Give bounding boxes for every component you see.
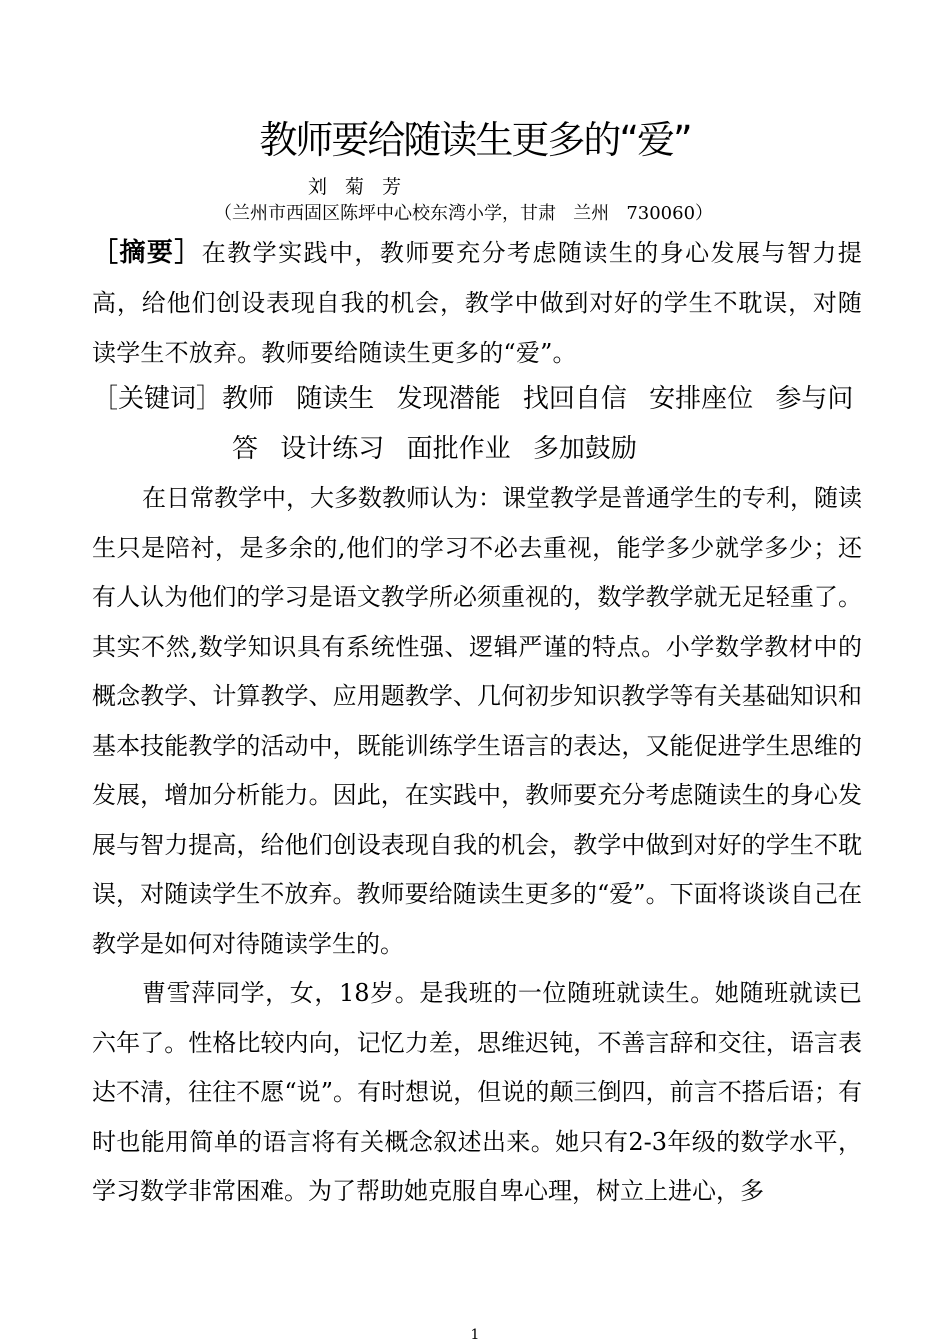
keyword: 面批作业 <box>406 434 511 464</box>
keyword: 随读生 <box>296 384 375 414</box>
keyword: 答 <box>232 434 259 464</box>
keyword: 多加鼓励 <box>532 434 637 464</box>
document-title: 教师要给随读生更多的“爱” <box>259 118 691 162</box>
keywords-section <box>92 374 872 474</box>
paragraph: 曹雪萍同学，女，18岁。是我班的一位随班就读生。她随班就读已六年了。性格比较内向，记忆力差，思维迟钝，不善言辞和交往，语言表达不清，往往不愿“说”。有时想说，但说的颠三倒四，前言不搭后语；有时也能用简单的语言将有关概念叙述出来。她只有2-3年级的数学水平，学习数学非常困难。为了帮助她克服自卑心理，树立上进心，多 <box>92 979 862 1205</box>
paragraph: 在日常教学中，大多数教师认为：课堂教学是普通学生的专利，随读生只是陪衬，是多余的,他们的学习不必去重视，能学多少就学多少；还有人认为他们的学习是语文教学所必须重视的，数学教学就无足轻重了。其实不然,数学知识具有系统性强、逻辑严谨的特点。小学数学教材中的概念教学、计算教学、应用题教学、几何初步知识教学等有关基础知识和基本技能教学的活动中，既能训练学生语言的表达，又能促进学生思维的发展，增加分析能力。因此，在实践中，教师要充分考虑随读生的身心发展与智力提高，给他们创设表现自我的机会，教学中做到对好的学生不耽误，对随读学生不放弃。教师要给随读生更多的“爱”。下面将谈谈自己在教学是如何对待随读学生的。 <box>92 484 862 958</box>
abstract-section <box>92 228 862 378</box>
author-name: 刘 菊 芳 <box>308 176 408 198</box>
keywords-label: ［关键词］ <box>92 384 223 414</box>
abstract-label: ［摘要］ <box>92 238 202 268</box>
keywords-row-2 <box>92 424 872 474</box>
keyword: 教师 <box>222 384 275 414</box>
abstract-text: 在教学实践中，教师要充分考虑随读生的身心发展与智力提高，给他们创设表现自我的机会，教学中做到对好的学生不耽误，对随读学生不放弃。教师要给随读生更多的“爱”。 <box>92 239 862 367</box>
author-affiliation: （兰州市西固区陈坪中心校东湾小学，甘肃 兰州 730060） <box>214 203 714 224</box>
keywords-row-1 <box>92 374 872 424</box>
keyword: 发现潜能 <box>396 384 501 414</box>
body-text <box>92 474 862 1217</box>
keyword: 设计练习 <box>280 434 385 464</box>
keyword: 参与问 <box>775 384 854 414</box>
keyword: 找回自信 <box>522 384 627 414</box>
keyword: 安排座位 <box>649 384 754 414</box>
page-number: 1 <box>470 1327 480 1343</box>
